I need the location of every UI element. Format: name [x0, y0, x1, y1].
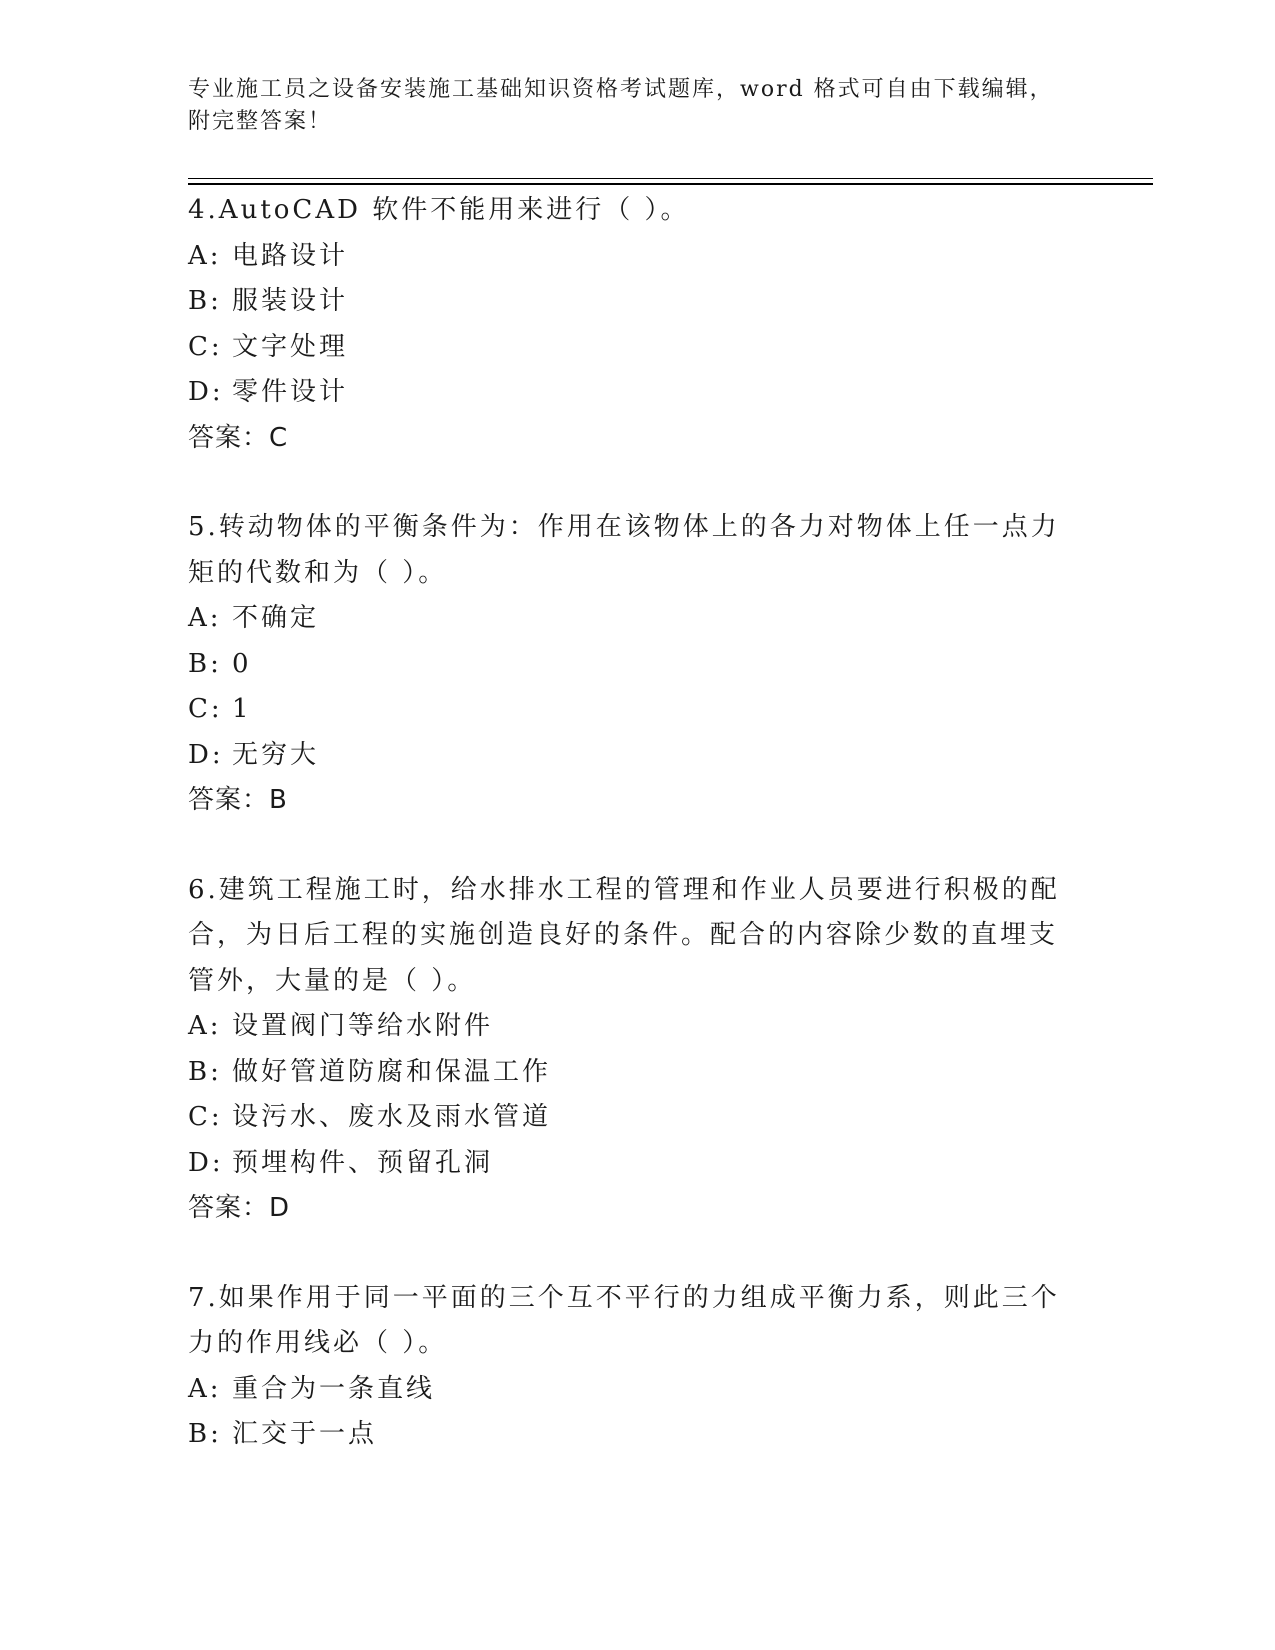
option-label: B:	[188, 1056, 222, 1087]
option-row	[188, 733, 1068, 779]
option-label: C:	[188, 1102, 223, 1132]
option-label: B:	[188, 1419, 222, 1449]
option-text: 零件设计	[232, 377, 349, 407]
option-row	[188, 370, 1068, 416]
question-list	[188, 188, 1068, 1502]
question-stem-line: 5.转动物体的平衡条件为：作用在该物体上的各力对物体上任一点力	[188, 512, 1060, 542]
option-text: 不确定	[232, 603, 320, 633]
answer-line: 答案：B	[188, 785, 288, 815]
option-text: 无穷大	[232, 739, 320, 770]
question-stem-line: 4.AutoCAD 软件不能用来进行（ ）。	[188, 195, 690, 225]
option-row	[188, 1412, 1068, 1458]
header-divider-thick	[188, 183, 1153, 185]
header-line-2: 附完整答案！	[188, 109, 333, 134]
page-header	[188, 74, 1068, 138]
option-text: 服装设计	[232, 286, 349, 316]
option-label: C:	[188, 331, 223, 362]
option-label: A:	[188, 603, 222, 633]
option-label: B:	[188, 286, 222, 316]
header-line-1: 专业施工员之设备安装施工基础知识资格考试题库，word 格式可自由下载编辑，	[188, 77, 1054, 102]
question-stem-line: 力的作用线必（ ）。	[188, 1328, 448, 1358]
option-text: 汇交于一点	[232, 1419, 378, 1449]
question-block	[188, 188, 1068, 461]
option-text: 预埋构件、预留孔洞	[232, 1147, 494, 1178]
option-row	[188, 234, 1068, 280]
option-text: 电路设计	[232, 240, 349, 271]
option-row	[188, 1050, 1068, 1096]
option-text: 1	[232, 694, 252, 724]
option-row	[188, 687, 1068, 733]
option-label: A:	[188, 1373, 222, 1404]
option-label: D:	[188, 739, 224, 770]
header-divider-thin	[188, 178, 1153, 179]
option-row	[188, 279, 1068, 325]
option-row	[188, 596, 1068, 642]
option-text: 文字处理	[232, 331, 349, 362]
option-row	[188, 325, 1068, 371]
question-stem-line: 合，为日后工程的实施创造良好的条件。配合的内容除少数的直埋支	[188, 920, 1059, 950]
option-row	[188, 1367, 1068, 1413]
option-label: A:	[188, 1011, 222, 1041]
question-stem-line: 矩的代数和为（ ）。	[188, 557, 448, 588]
option-row	[188, 642, 1068, 688]
option-text: 设污水、废水及雨水管道	[232, 1102, 552, 1132]
option-text: 做好管道防腐和保温工作	[232, 1056, 552, 1087]
answer-line: 答案：D	[188, 1193, 291, 1223]
question-block	[188, 505, 1068, 824]
option-label: C:	[188, 694, 223, 724]
option-text: 重合为一条直线	[232, 1373, 436, 1404]
option-label: D:	[188, 1147, 224, 1178]
question-stem-line: 7.如果作用于同一平面的三个互不平行的力组成平衡力系，则此三个	[188, 1282, 1060, 1313]
option-row	[188, 1004, 1068, 1050]
option-row	[188, 1141, 1068, 1187]
answer-line: 答案：C	[188, 422, 289, 453]
option-label: D:	[188, 377, 224, 407]
option-label: A:	[188, 240, 222, 271]
question-stem-line: 管外，大量的是（ ）。	[188, 965, 477, 996]
question-block	[188, 1276, 1068, 1458]
option-text: 0	[232, 648, 252, 679]
question-stem-line: 6.建筑工程施工时，给水排水工程的管理和作业人员要进行积极的配	[188, 874, 1060, 905]
option-label: B:	[188, 648, 222, 679]
option-row	[188, 1095, 1068, 1141]
question-block	[188, 868, 1068, 1232]
option-text: 设置阀门等给水附件	[232, 1011, 494, 1041]
